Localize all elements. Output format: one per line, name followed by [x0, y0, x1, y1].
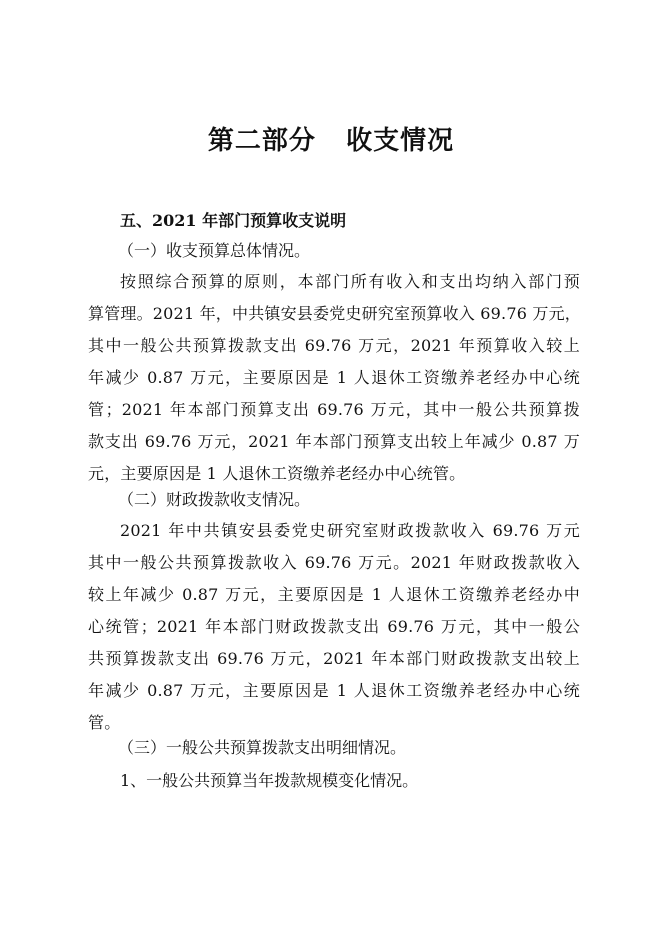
part1-line: 算管理。2021 年，中共镇安县委党史研究室预算收入 69.76 万元， — [88, 304, 581, 323]
part1-line: 元，主要原因是 1 人退休工资缴养老经办中心统管。 — [88, 464, 466, 483]
part2-line: 心统管；2021 年本部门财政拨款支出 69.76 万元，其中一般公 — [88, 617, 580, 636]
part1-line: 款支出 69.76 万元，2021 年本部门预算支出较上年减少 0.87 万 — [88, 432, 580, 451]
part2-line: 其中一般公共预算拨款收入 69.76 万元。2021 年财政拨款收入 — [88, 553, 580, 572]
part2-line: 2021 年中共镇安县委党史研究室财政拨款收入 69.76 万元 — [120, 521, 580, 540]
part3-heading: （三）一般公共预算拨款支出明细情况。 — [118, 738, 407, 757]
part1-line: 按照综合预算的原则，本部门所有收入和支出均纳入部门预 — [120, 272, 580, 291]
page-title: 第二部分 收支情况 — [207, 126, 455, 156]
part2-line: 年减少 0.87 万元，主要原因是 1 人退休工资缴养老经办中心统 — [88, 681, 580, 700]
part3-item-1: 1、一般公共预算当年拨款规模变化情况。 — [120, 771, 419, 790]
part2-line: 管。 — [88, 713, 121, 732]
part1-line: 年减少 0.87 万元，主要原因是 1 人退休工资缴养老经办中心统 — [88, 368, 580, 387]
part2-heading: （二）财政拨款收支情况。 — [118, 490, 311, 509]
part1-line: 管；2021 年本部门预算支出 69.76 万元，其中一般公共预算拨 — [88, 400, 580, 419]
part1-heading: （一）收支预算总体情况。 — [118, 241, 311, 260]
part2-line: 共预算拨款支出 69.76 万元，2021 年本部门财政拨款支出较上 — [88, 649, 580, 668]
part1-line: 其中一般公共预算拨款支出 69.76 万元，2021 年预算收入较上 — [88, 336, 580, 355]
part1-paragraph — [88, 266, 580, 490]
part2-paragraph — [88, 515, 580, 739]
part2-line: 较上年减少 0.87 万元，主要原因是 1 人退休工资缴养老经办中 — [88, 585, 580, 604]
section-heading: 五、2021 年部门预算收支说明 — [120, 211, 347, 230]
